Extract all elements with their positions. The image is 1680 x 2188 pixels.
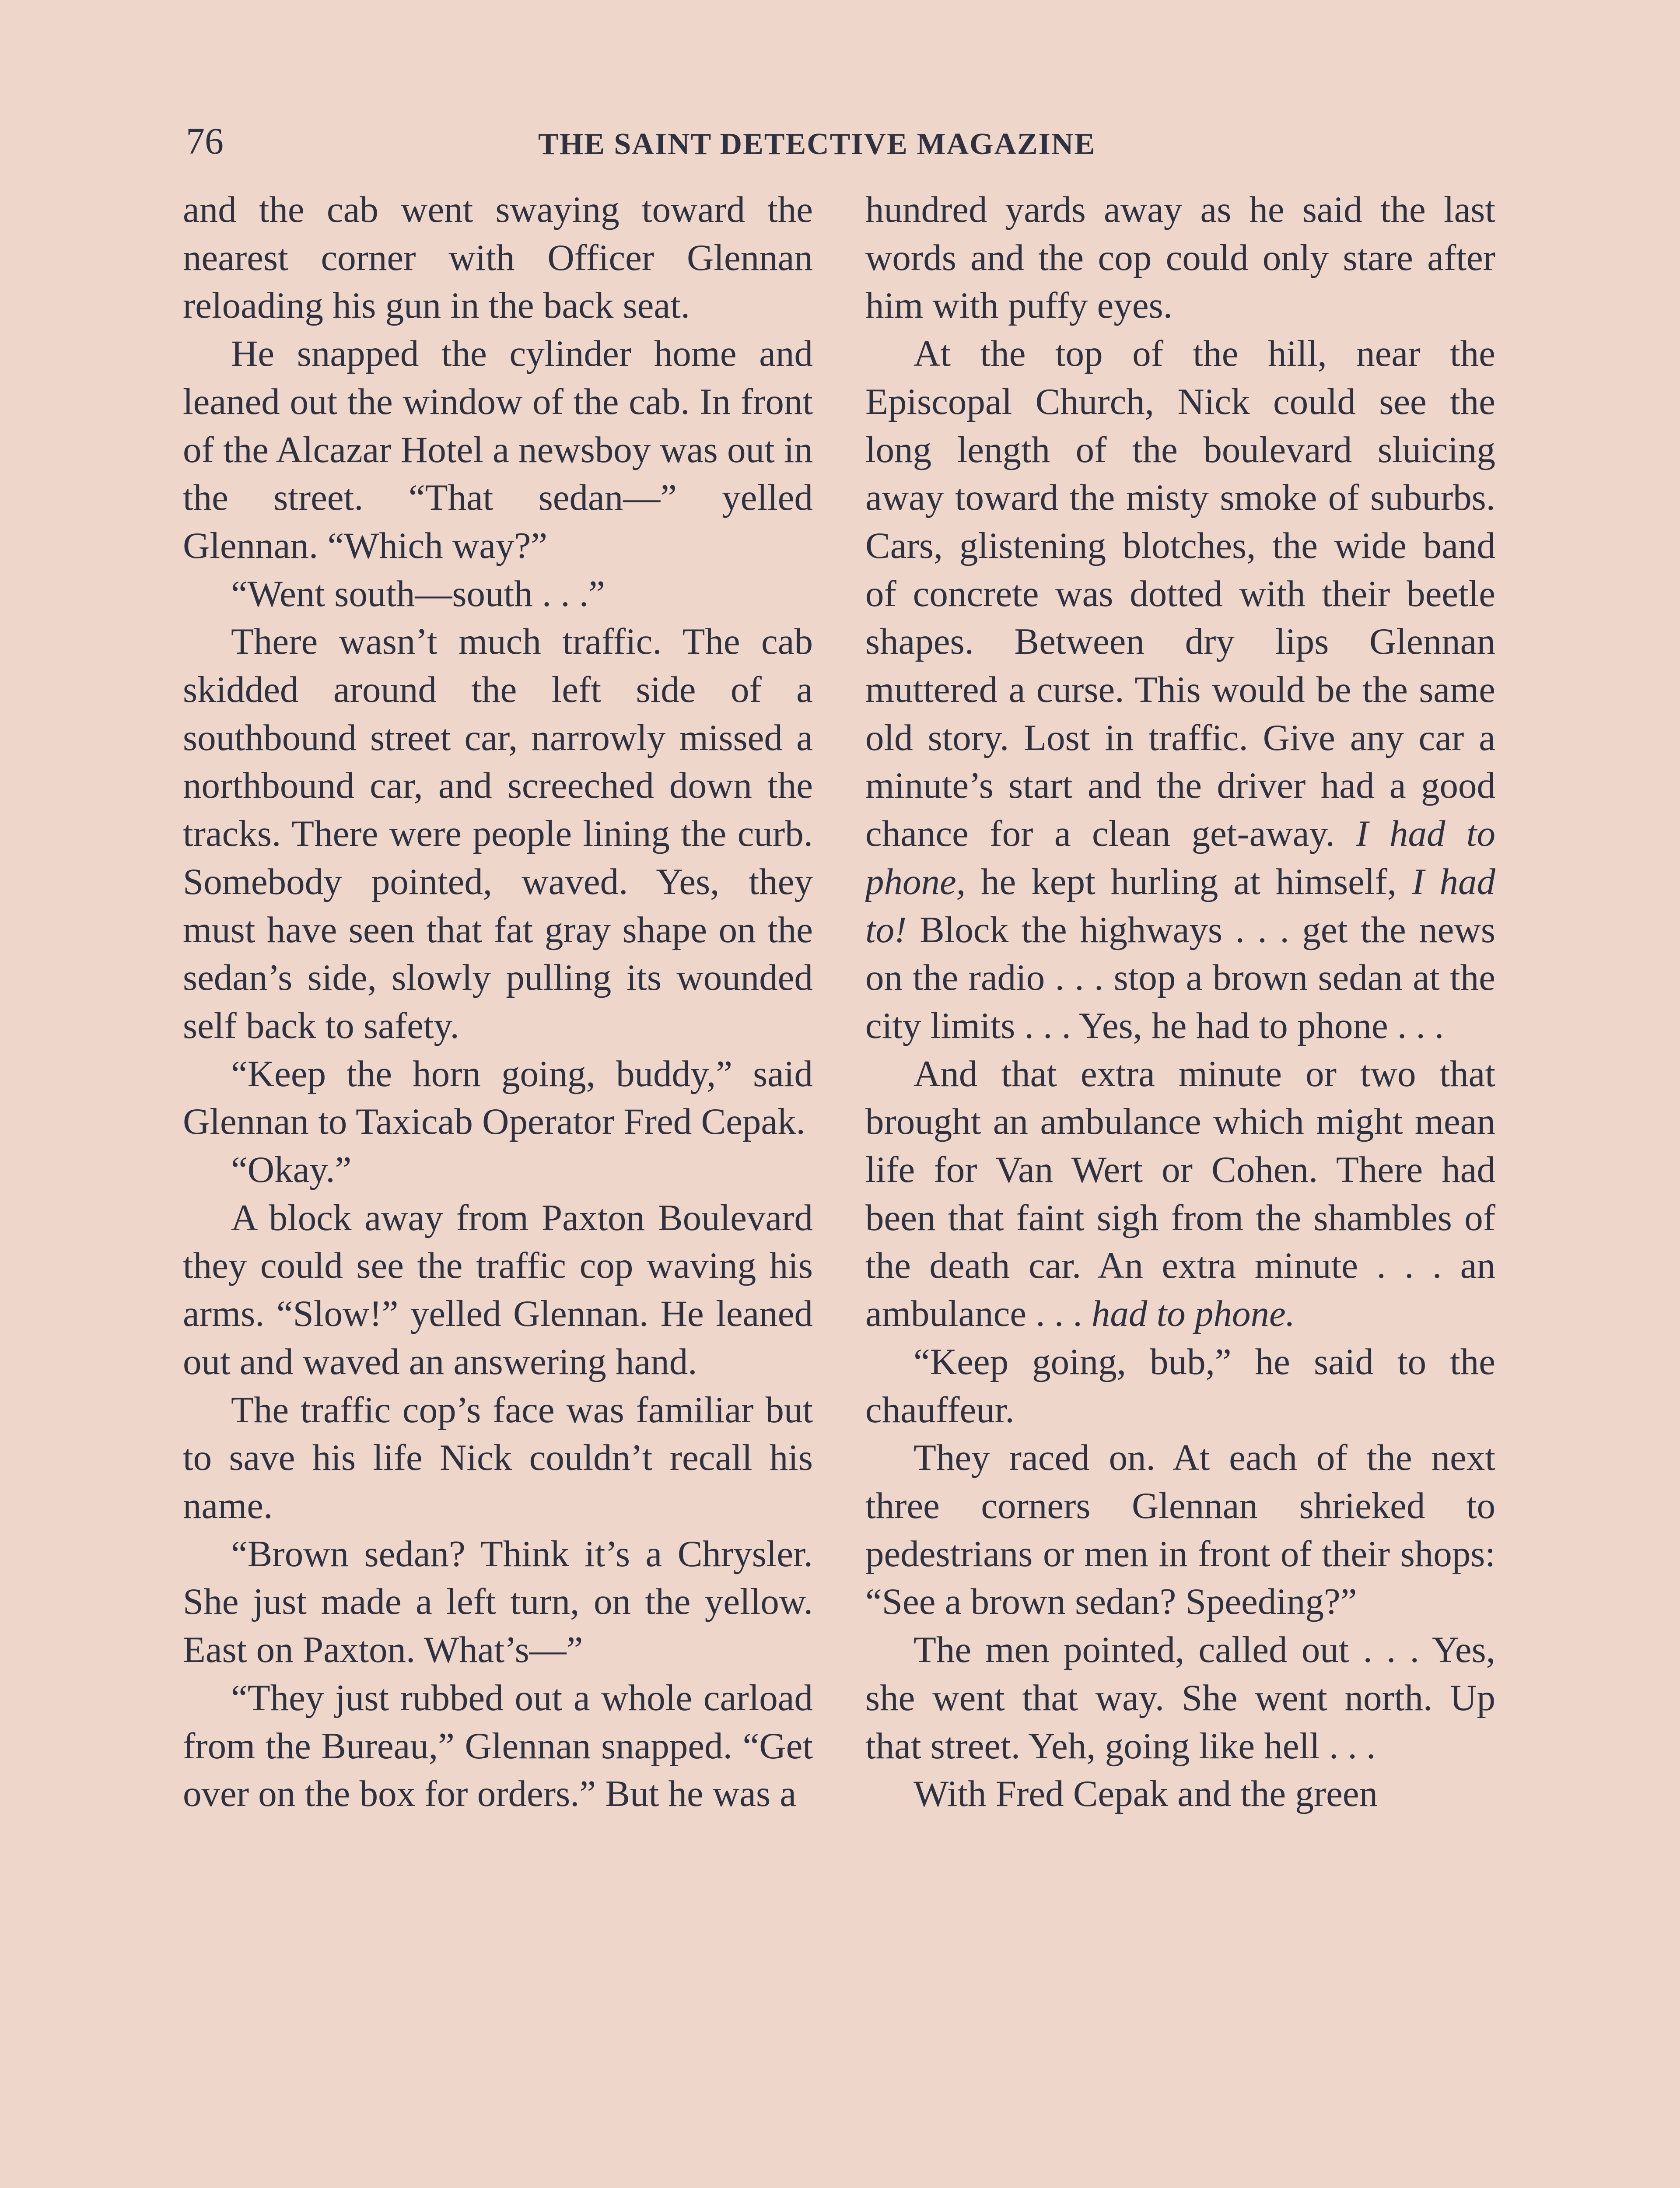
italic-text: I had to!: [865, 861, 1495, 950]
paragraph: [865, 186, 1495, 330]
paragraph: [183, 1530, 813, 1674]
text-run: “Brown sedan? Think it’s a Chrysler. She just made a left turn, on the yellow. East on Paxton. What’s—”: [183, 1533, 813, 1671]
paragraph: [183, 1194, 813, 1386]
page-header: [0, 119, 1680, 172]
text-run: “Keep the horn going, buddy,” said Glennan to Taxicab Operator Fred Cepak.: [183, 1053, 813, 1143]
paragraph: [183, 330, 813, 570]
text-run: and the cab went swaying toward the nearest corner with Officer Glennan reloading his gun in the back seat.: [183, 189, 813, 326]
text-column-right: [865, 186, 1495, 2188]
text-run: The men pointed, called out . . . Yes, she went that way. She went north. Up that street. Yeh, going like hell . . .: [865, 1629, 1495, 1767]
text-run: “Okay.”: [231, 1149, 352, 1191]
text-run: He snapped the cylinder home and leaned out the window of the cab. In front of the Alcazar Hotel a newsboy was out in the street. “That sedan—” yelled Glennan. “Which way?”: [183, 333, 813, 566]
paragraph: [183, 1386, 813, 1530]
paragraph: [183, 1050, 813, 1146]
text-run: “Went south—south . . .”: [231, 573, 605, 614]
paragraph: [183, 1146, 813, 1194]
text-run: “Keep going, bub,” he said to the chauffeur.: [865, 1341, 1495, 1431]
paragraph: [183, 186, 813, 330]
text-run: The traffic cop’s face was familiar but to save his life Nick couldn’t recall his name.: [183, 1389, 813, 1526]
page-number: 76: [186, 120, 224, 162]
paragraph: [183, 570, 813, 618]
text-run: hundred yards away as he said the last words and the cop could only stare after him with puffy eyes.: [865, 189, 1495, 326]
paragraph: [865, 1770, 1495, 1818]
paragraph: [183, 1674, 813, 1818]
paragraph: [865, 1626, 1495, 1770]
text-run: With Fred Cepak and the green: [914, 1773, 1378, 1815]
text-run: he kept hurling at himself,: [965, 861, 1412, 902]
text-column-left: [183, 186, 813, 2188]
text-run: “They just rubbed out a whole carload from the Bureau,” Glennan snapped. “Get over on the box for orders.” But he was a: [183, 1677, 813, 1815]
text-run: And that extra minute or two that brought an ambulance which might mean life for Van Wert or Cohen. There had been that faint sigh from the shambles of the death car. An extra minute . . . an ambulance . . .: [865, 1053, 1495, 1335]
running-title: THE SAINT DETECTIVE MAGAZINE: [538, 127, 1096, 161]
paragraph: [865, 1338, 1495, 1434]
paragraph: [865, 330, 1495, 1050]
text-run: Block the highways . . . get the news on the radio . . . stop a brown sedan at the city limits . . . Yes, he had to phone . . .: [865, 909, 1495, 1046]
paragraph: [183, 618, 813, 1050]
text-run: A block away from Paxton Boulevard they could see the traffic cop waving his arms. “Slow!” yelled Glennan. He leaned out and waved an answering hand.: [183, 1197, 813, 1382]
text-run: At the top of the hill, near the Episcopal Church, Nick could see the long length of the boulevard sluicing away toward the misty smoke of suburbs. Cars, glistening blotches, the wide band of concrete was dotted with their beetle shapes. Between dry lips Glennan muttered a curse. This would be the same old story. Lost in traffic. Give any car a minute’s start and the driver had a good chance for a clean get-away.: [865, 333, 1495, 855]
italic-text: had to phone.: [1091, 1293, 1295, 1335]
paragraph: [865, 1050, 1495, 1338]
text-run: They raced on. At each of the next three corners Glennan shrieked to pedestrians or men in front of their shops: “See a brown sedan? Speeding?”: [865, 1437, 1495, 1623]
paragraph: [865, 1434, 1495, 1626]
italic-text: I had to phone,: [865, 813, 1495, 902]
text-run: There wasn’t much traffic. The cab skidded around the left side of a southbound street car, narrowly missed a northbound car, and screeched down the tracks. There were people lining the curb. Somebody pointed, waved. Yes, they must have seen that fat gray shape on the sedan’s side, slowly pulling its wounded self back to safety.: [183, 621, 813, 1046]
